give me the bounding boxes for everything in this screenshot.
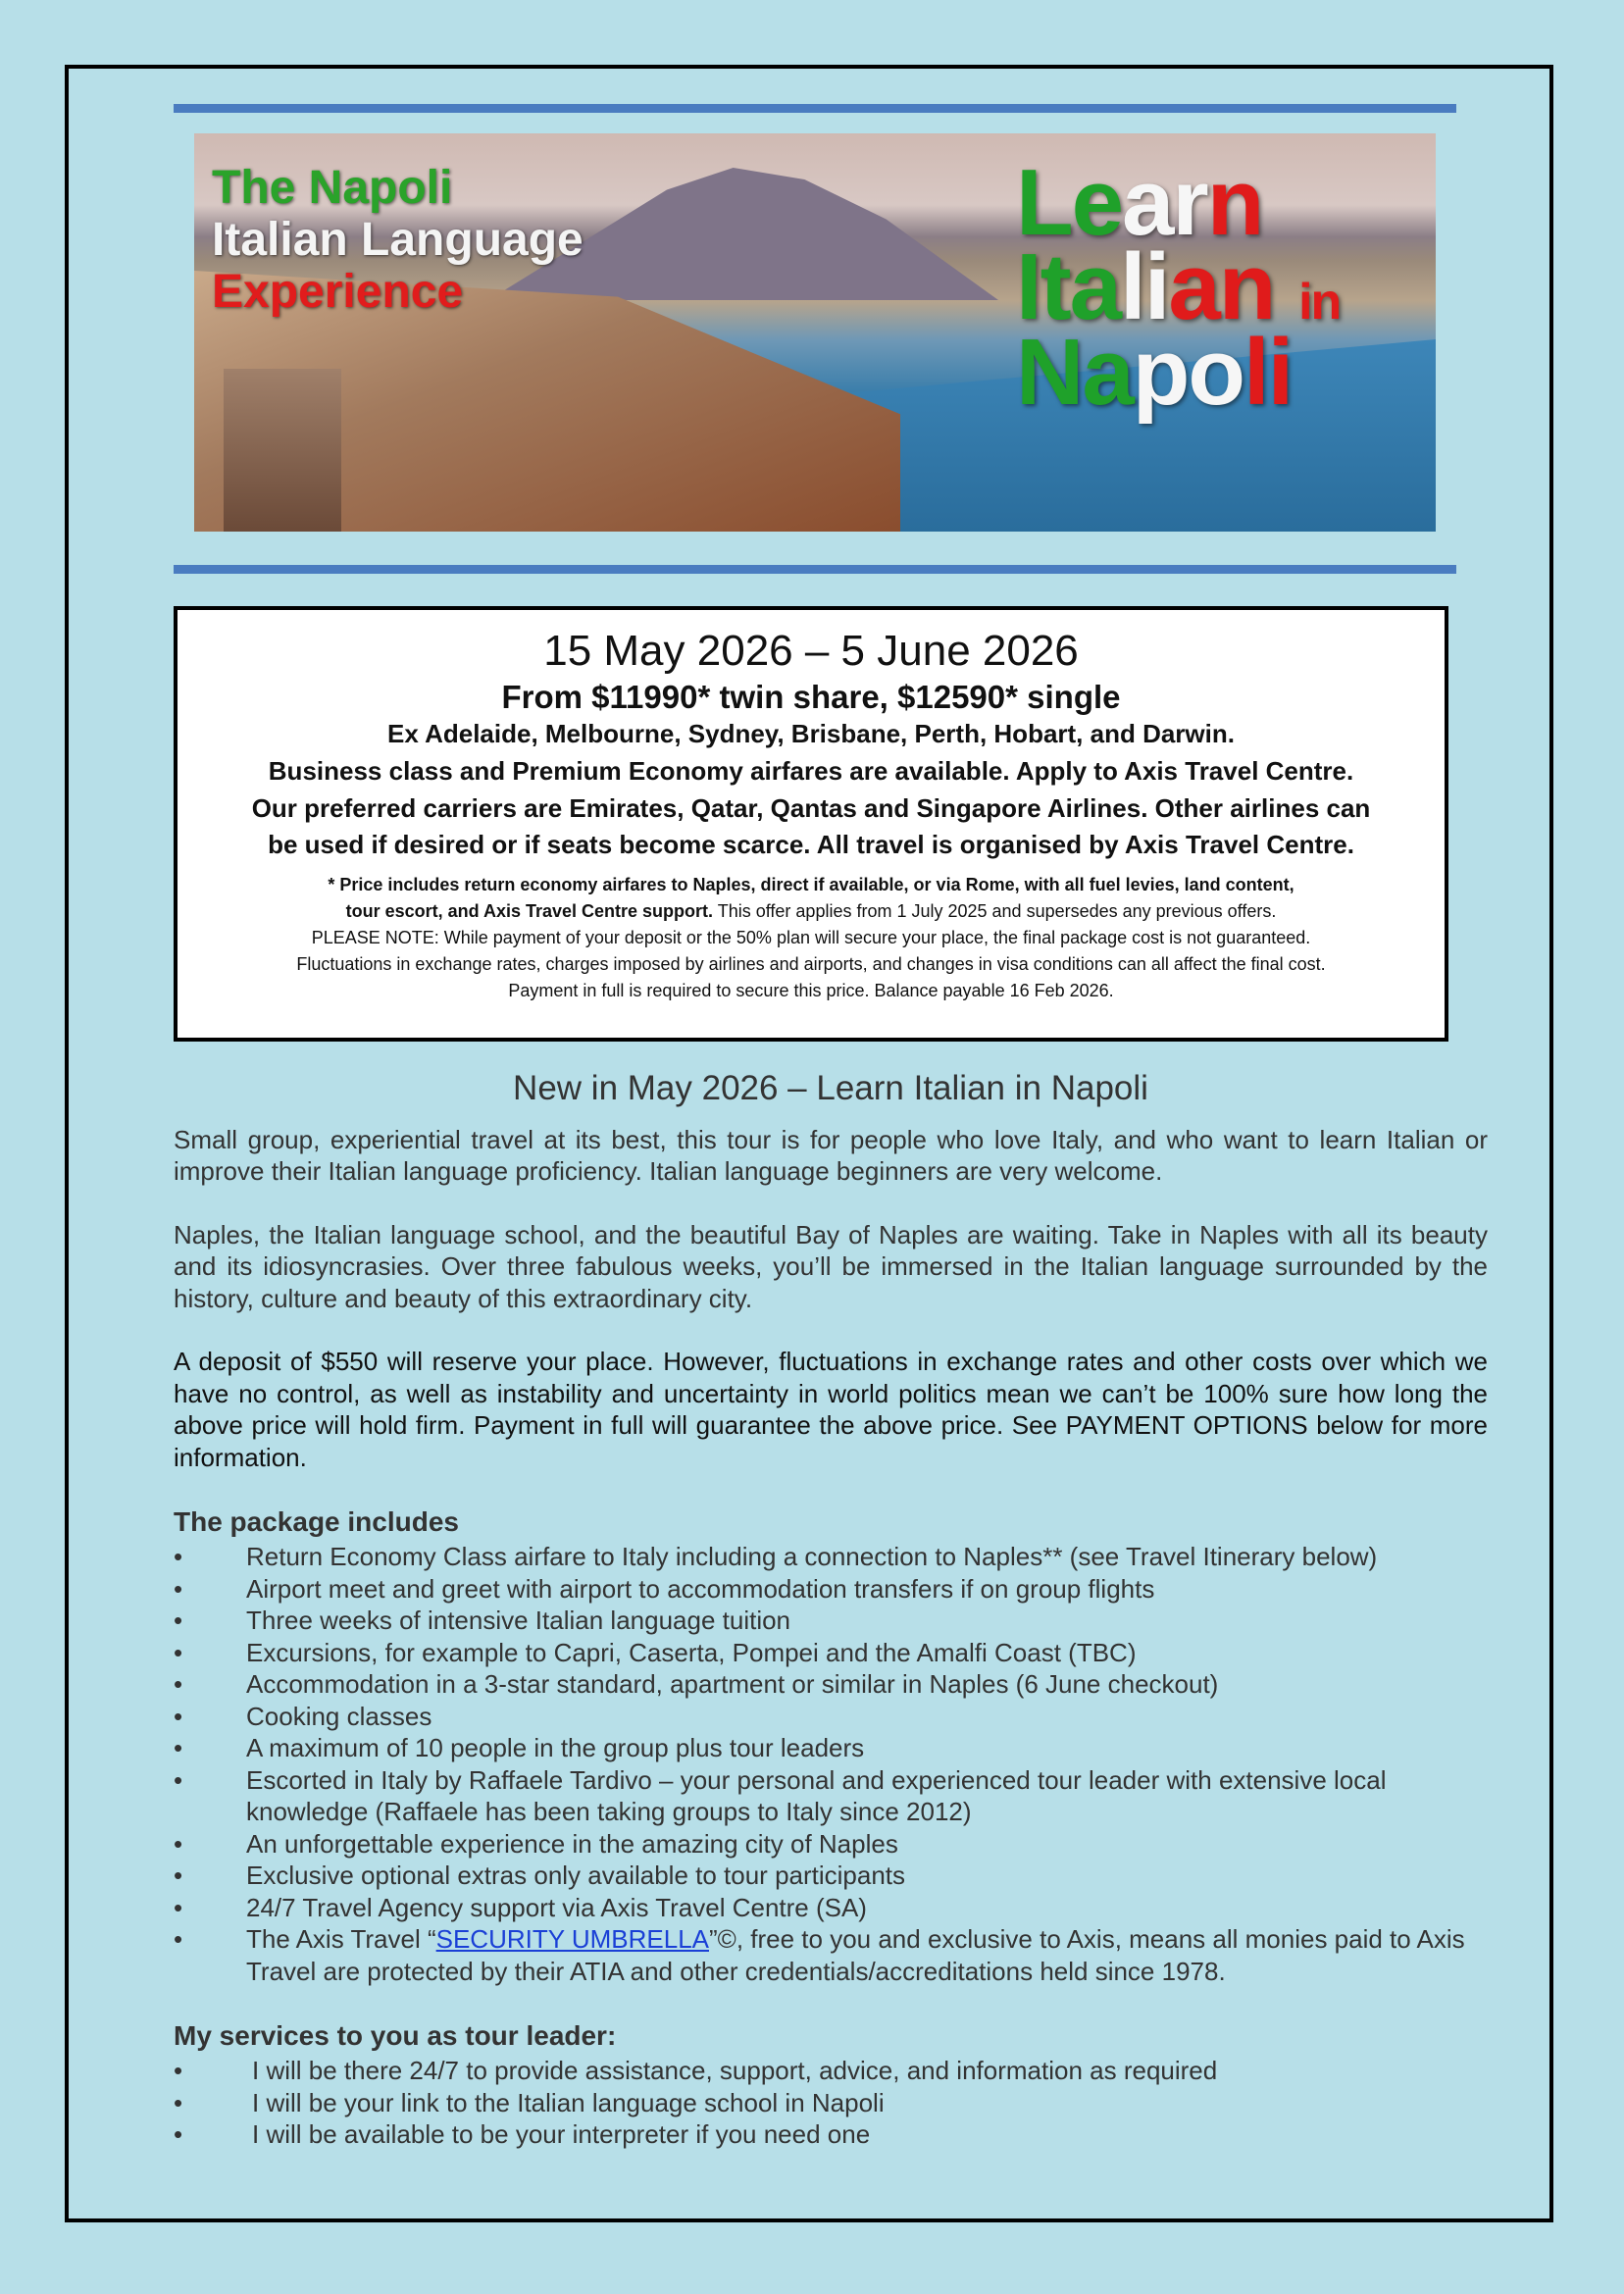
learn-part-3: n	[1206, 150, 1263, 255]
bell-tower-shape	[224, 369, 341, 532]
list-item: • Three weeks of intensive Italian language tuition	[174, 1605, 1488, 1637]
list-item: • Accommodation in a 3-star standard, apartment or similar in Naples (6 June checkout)	[174, 1668, 1488, 1701]
banner-image	[194, 133, 1436, 532]
tour-dates: 15 May 2026 – 5 June 2026	[543, 627, 1079, 675]
fine-print-4: Fluctuations in exchange rates, charges imposed by airlines and airports, and changes in visa conditions can all affect the final cost.	[296, 954, 1326, 975]
list-item-security-umbrella	[174, 1923, 1488, 1987]
fine-print-1: * Price includes return economy airfares to Naples, direct if available, or via Rome, with all fuel levies, land content,	[328, 875, 1294, 895]
banner-italian	[1016, 234, 1341, 340]
fine-print-2-bold: tour escort, and Axis Travel Centre support.	[345, 901, 714, 922]
services-heading: My services to you as tour leader:	[174, 2020, 617, 2052]
list-item: • An unforgettable experience in the amazing city of Naples	[174, 1828, 1488, 1861]
fine-print-5: Payment in full is required to secure this price. Balance payable 16 Feb 2026.	[508, 981, 1114, 1001]
list-item: • Exclusive optional extras only available to tour participants	[174, 1860, 1488, 1892]
banner-napoli	[1016, 319, 1340, 425]
security-umbrella-link[interactable]: SECURITY UMBRELLA	[435, 1924, 709, 1955]
list-item: • 24/7 Travel Agency support via Axis Travel Centre (SA)	[174, 1892, 1488, 1924]
list-item: • Return Economy Class airfare to Italy including a connection to Naples** (see Travel Itinerary below)	[174, 1541, 1488, 1573]
list-item: • Escorted in Italy by Raffaele Tardivo – your personal and experienced tour leader with extensive local knowledge (Raffaele has been taking groups to Italy since 2012)	[174, 1764, 1488, 1828]
italian-part-in: in	[1298, 274, 1341, 331]
list-item: • I will be your link to the Italian language school in Napoli	[174, 2087, 1488, 2119]
list-item: • Cooking classes	[174, 1701, 1488, 1733]
fine-print-2: This offer applies from 1 July 2025 and supersedes any previous offers.	[713, 901, 1277, 922]
bottom-rule	[174, 565, 1456, 574]
list-item: • I will be available to be your interpreter if you need one	[174, 2118, 1488, 2151]
banner-left-title	[212, 163, 584, 318]
naples-paragraph: Naples, the Italian language school, and the beautiful Bay of Naples are waiting. Take in Naples with all its beauty and its idiosyncrasies. Over three fabulous weeks, you’ll be immersed in the Italian language surrounded by the history, culture and beauty of this extraordinary city.	[174, 1219, 1488, 1313]
deposit-paragraph: A deposit of $550 will reserve your place. However, fluctuations in exchange rates and other costs over which we have no control, as well as instability and uncertainty in world politics mean we can’t be 100% sure how long the above price will hold firm. Payment in full will guarantee the above price. See PAYMENT OPTIONS below for more information.	[174, 1347, 1488, 1472]
top-rule	[174, 104, 1456, 113]
umbrella-post: ”©, free to you and exclusive to Axis, means all monies paid to Axis Travel are protected by their ATIA and other credentials/accreditations held since 1978.	[246, 1924, 1465, 1986]
umbrella-pre: The Axis Travel “	[246, 1924, 436, 1955]
departure-cities: Ex Adelaide, Melbourne, Sydney, Brisbane, Perth, Hobart, and Darwin.	[387, 719, 1235, 749]
learn-part-2: ar	[1122, 150, 1207, 255]
package-heading: The package includes	[174, 1506, 459, 1538]
italian-part-1: Ita	[1016, 234, 1121, 340]
list-item: • Excursions, for example to Capri, Caserta, Pompei and the Amalfi Coast (TBC)	[174, 1637, 1488, 1669]
banner-line-2: Italian Language	[212, 213, 584, 266]
section-heading: New in May 2026 – Learn Italian in Napoli	[513, 1069, 1148, 1107]
learn-part-1: Le	[1016, 150, 1123, 255]
carriers-note-1: Our preferred carriers are Emirates, Qatar, Qantas and Singapore Airlines. Other airlines can	[251, 792, 1371, 823]
carriers-note-2: be used if desired or if seats become scarce. All travel is organised by Axis Travel Centre.	[268, 830, 1354, 860]
price-fine-print	[178, 872, 1445, 1004]
fine-print-3: PLEASE NOTE: While payment of your deposit or the 50% plan will secure your place, the final package cost is not guaranteed.	[311, 928, 1311, 948]
napoli-part-1: Na	[1016, 319, 1133, 425]
services-list	[174, 2055, 1488, 2151]
italian-part-2: li	[1120, 234, 1169, 340]
tour-price: From $11990* twin share, $12590* single	[501, 679, 1121, 716]
napoli-part-3: li	[1243, 319, 1293, 425]
italian-part-3: an	[1168, 234, 1275, 340]
list-item: • I will be there 24/7 to provide assistance, support, advice, and information as required	[174, 2055, 1488, 2087]
list-item: • A maximum of 10 people in the group plus tour leaders	[174, 1732, 1488, 1764]
list-item: • Airport meet and greet with airport to accommodation transfers if on group flights	[174, 1573, 1488, 1606]
main-content	[174, 1067, 1488, 2182]
napoli-part-2: po	[1132, 319, 1243, 425]
banner-learn	[1016, 150, 1340, 255]
package-list	[174, 1541, 1488, 1987]
price-info-box	[174, 606, 1448, 1042]
banner-right-title	[1016, 150, 1341, 425]
intro-paragraph: Small group, experiential travel at its best, this tour is for people who love Italy, and who want to learn Italian or improve their Italian language proficiency. Italian language beginners are very welcome.	[174, 1124, 1488, 1187]
banner-line-1: The Napoli	[212, 162, 453, 214]
business-class-note: Business class and Premium Economy airfares are available. Apply to Axis Travel Centre.	[268, 756, 1354, 787]
banner-line-3: Experience	[212, 265, 464, 318]
